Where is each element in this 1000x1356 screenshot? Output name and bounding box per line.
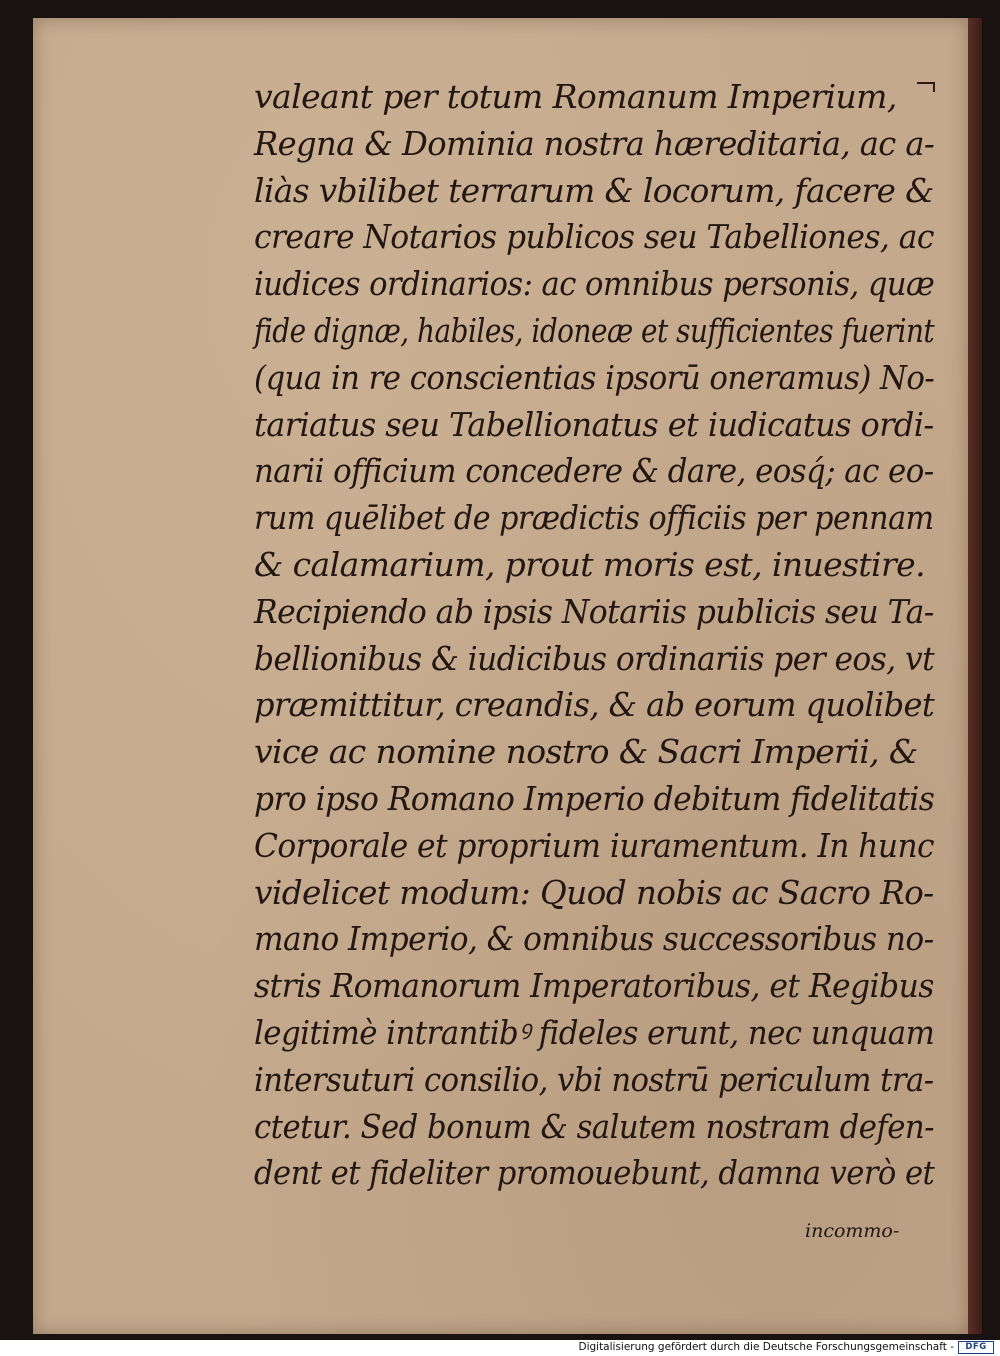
text-line: intersuturi consilio, vbi nostrū periculum tra- [254, 1059, 934, 1099]
text-line: (qua in re conscientias ipsorū oneramus) No- [254, 357, 935, 397]
text-line: & calamarium, prout moris est, inuestire. [254, 544, 925, 584]
text-line: rum quēlibet de prædictis officiis per pennam [254, 498, 934, 538]
text-line: creare Notarios publicos seu Tabelliones, ac [254, 217, 934, 257]
text-line: vice ac nomine nostro & Sacri Imperii, & [254, 732, 918, 772]
text-line: legitimè intrantibꝰ fideles erunt, nec unquam [254, 1012, 935, 1052]
text-line: mano Imperio, & omnibus successoribus no- [254, 919, 934, 959]
page-text [254, 74, 934, 1197]
text-line: Corporale et proprium iuramentum. In hunc [254, 825, 934, 865]
text-line: stris Romanorum Imperatoribus, et Regibus [254, 966, 934, 1006]
catchword: incommo- [805, 1220, 900, 1242]
footer-bar [0, 1340, 1000, 1356]
text-line: præmittitur, creandis, & ab eorum quolibet [254, 685, 935, 725]
text-line: iudices ordinarios: ac omnibus personis, quæ [254, 264, 935, 304]
text-line: pro ipso Romano Imperio debitum fidelitatis [254, 778, 935, 818]
funding-notice: Digitalisierung gefördert durch die Deutsche Forschungsgemeinschaft - [578, 1341, 954, 1353]
text-line: Recipiendo ab ipsis Notariis publicis seu Ta- [254, 591, 934, 631]
dfg-logo: DFG [958, 1341, 994, 1354]
text-line: bellionibus & iudicibus ordinariis per eos, vt [254, 638, 935, 678]
text-line: valeant per totum Romanum Imperium, [254, 77, 897, 116]
text-line: videlicet modum: Quod nobis ac Sacro Ro- [254, 872, 934, 912]
text-line: Regna & Dominia nostra hæreditaria, ac a- [254, 123, 935, 163]
text-line: narii officium concedere & dare, eosq́; ac eo- [254, 451, 934, 491]
text-line: tariatus seu Tabellionatus et iudicatus ordi- [254, 404, 934, 444]
text-line: fide dignæ, habiles, idoneæ et sufficientes fuerint [254, 310, 935, 350]
text-line: liàs vbilibet terrarum & locorum, facere & [254, 170, 934, 210]
binding-edge [968, 18, 982, 1334]
text-line: ctetur. Sed bonum & salutem nostram defen- [254, 1106, 934, 1146]
text-line: dent et fideliter promouebunt, damna verò et [254, 1153, 935, 1193]
